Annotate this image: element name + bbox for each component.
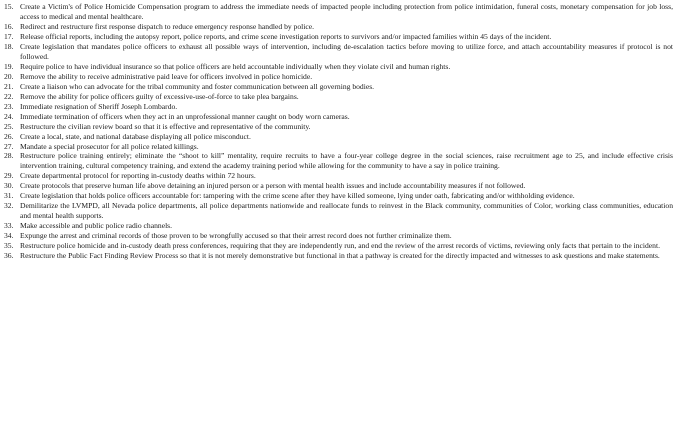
item-text: Restructure police training entirely; eliminate the “shoot to kill” mentality, require recruits to have a four-year college degree in the social sciences, raise recruitment age to 25, and include effective crisis intervention training, cultural competency training, and extend the academy training period while allowing for the community to have a say in police training.: [20, 151, 673, 171]
list-item: [4, 151, 673, 171]
list-item: [4, 181, 673, 191]
item-text: Restructure the civilian review board so that it is effective and representative of the community.: [20, 121, 311, 131]
item-text: Demilitarize the LVMPD, all Nevada police departments, all police departments nationwide and reallocate funds to reinvest in the Black community, communities of Color, working class communities, education and mental health supports.: [20, 201, 673, 221]
item-text: Require police to have individual insurance so that police officers are held accountable individually when they violate civil and human rights.: [20, 61, 451, 71]
item-number: 26.: [4, 131, 14, 141]
list-item: [4, 221, 673, 231]
list-item: [4, 132, 673, 142]
item-text: Remove the ability to receive administrative paid leave for officers involved in police homicide.: [20, 71, 313, 81]
item-text: Release official reports, including the autopsy report, police reports, and crime scene investigation reports to survivors and/or impacted families within 45 days of the incident.: [20, 31, 552, 41]
item-text: Create a Victim's of Police Homicide Compensation program to address the immediate needs of impacted people including protection from police intimidation, funeral costs, monetary compensation for job loss, access to medical and mental healthcare.: [20, 2, 673, 21]
list-item: [4, 2, 673, 22]
item-number: 30.: [4, 181, 14, 191]
item-text: Remove the ability for police officers guilty of excessive-use-of-force to take plea bargains.: [20, 91, 299, 101]
item-number: 18.: [4, 41, 14, 51]
list-item: [4, 82, 673, 92]
item-text: Create a local, state, and national database displaying all police misconduct.: [20, 131, 251, 141]
item-number: 17.: [4, 31, 14, 41]
item-number: 22.: [4, 91, 14, 101]
list-item: [4, 201, 673, 221]
item-text: Create protocols that preserve human life above detaining an injured person or a person with mental health issues and include accountability measures if not followed.: [20, 181, 526, 191]
list-item: [4, 102, 673, 112]
list-item: [4, 122, 673, 132]
item-text: Create legislation that holds police officers accountable for: tampering with the crime scene after they have killed someone, lying under oath, fabricating and/or withholding evidence.: [20, 191, 575, 201]
list-item: [4, 231, 673, 241]
item-text: Mandate a special prosecutor for all police related killings.: [20, 141, 199, 151]
item-number: 36.: [4, 251, 14, 261]
item-number: 19.: [4, 61, 14, 71]
list-item: [4, 142, 673, 152]
item-number: 29.: [4, 171, 14, 181]
item-text: Make accessible and public police radio channels.: [20, 221, 173, 231]
item-text: Create a liaison who can advocate for the tribal community and foster communication between all governing bodies.: [20, 81, 375, 91]
item-number: 21.: [4, 81, 14, 91]
item-text: Expunge the arrest and criminal records of those proven to be wrongfully accused so that their arrest record does not further criminalize them.: [20, 231, 452, 241]
list-item: [4, 32, 673, 42]
item-number: 32.: [4, 201, 14, 211]
item-number: 24.: [4, 111, 14, 121]
list-item: [4, 62, 673, 72]
item-text: Immediate termination of officers when they act in an unprofessional manner caught on body worn cameras.: [20, 111, 350, 121]
item-number: 28.: [4, 151, 14, 161]
item-text: Restructure police homicide and in-custody death press conferences, requiring that they are independently run, and end the review of the arrest records of victims, reviewing only facts that pertain to the incident.: [20, 241, 660, 251]
list-item: [4, 72, 673, 82]
list-item: [4, 171, 673, 181]
item-number: 16.: [4, 21, 14, 31]
item-number: 23.: [4, 101, 14, 111]
item-text: Create legislation that mandates police officers to exhaust all possible ways of intervention, including de-escalation tactics before moving to utilize force, and attach accountability measures if protocol is not followed.: [20, 41, 673, 61]
list-item: [4, 251, 673, 261]
item-text: Restructure the Public Fact Finding Review Process so that it is not merely demonstrative but functional in that a pathway is created for the directly impacted and witnesses to ask questions and make statements.: [20, 251, 660, 261]
list-item: [4, 42, 673, 62]
list-item: [4, 92, 673, 102]
item-number: 15.: [4, 2, 14, 11]
item-text: Create departmental protocol for reporting in-custody deaths within 72 hours.: [20, 171, 256, 181]
item-number: 35.: [4, 241, 14, 251]
list-item: [4, 191, 673, 201]
item-text: Redirect and restructure first response dispatch to reduce emergency response handled by police.: [20, 21, 315, 31]
item-number: 25.: [4, 121, 14, 131]
list-item: [4, 241, 673, 251]
item-number: 34.: [4, 231, 14, 241]
list-item: [4, 22, 673, 32]
list-item: [4, 112, 673, 122]
item-number: 27.: [4, 141, 14, 151]
item-number: 31.: [4, 191, 14, 201]
item-number: 20.: [4, 71, 14, 81]
item-number: 33.: [4, 221, 14, 231]
item-text: Immediate resignation of Sheriff Joseph Lombardo.: [20, 101, 178, 111]
